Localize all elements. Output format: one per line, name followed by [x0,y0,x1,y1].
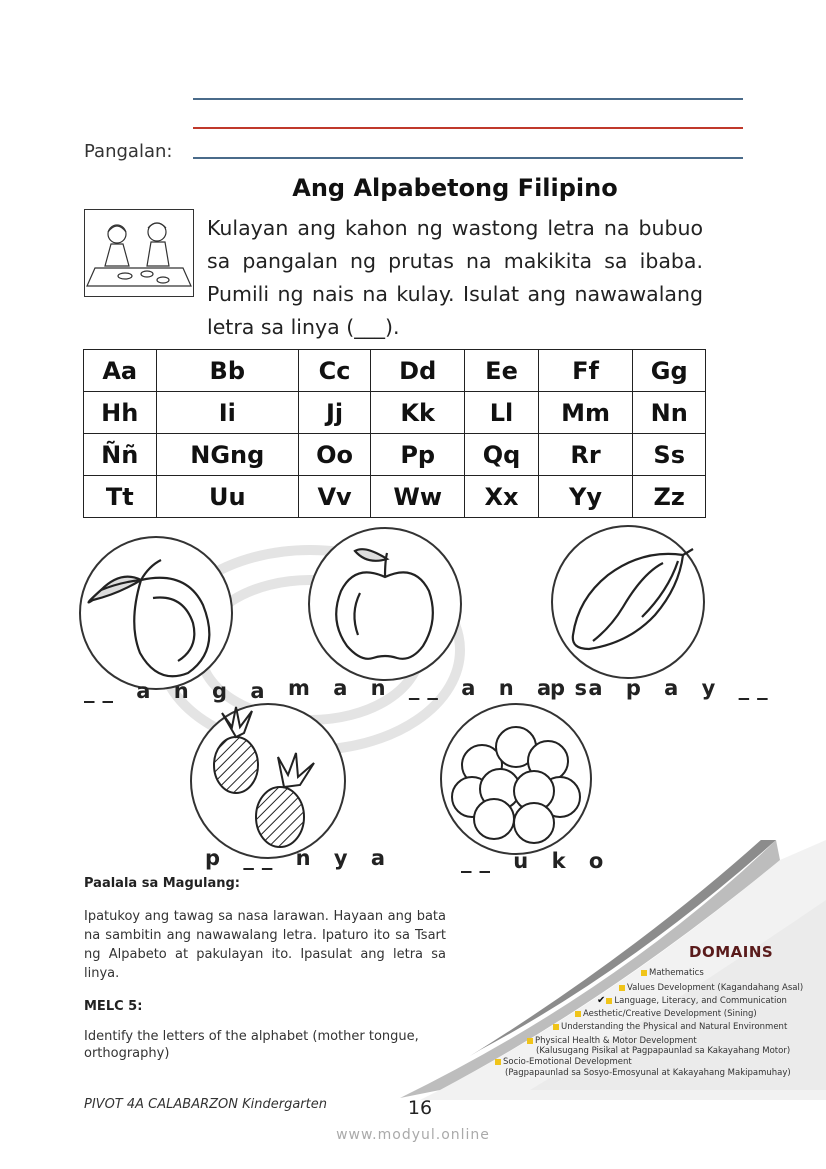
alphabet-row [84,476,706,518]
name-line-bottom [193,157,743,159]
letter-cell[interactable]: Jj [299,392,371,434]
papaya-icon [553,527,703,677]
paalala-title: Paalala sa Magulang: [84,876,240,891]
mango-icon [81,538,231,688]
guava-icon [442,705,590,853]
name-label: Pangalan: [84,141,173,162]
letter-cell[interactable]: Ff [538,350,633,392]
domains-title: DOMAINS [689,943,774,961]
alphabet-chart [83,349,706,518]
footer-text: PIVOT 4A CALABARZON Kindergarten [84,1097,327,1112]
melc-text: Identify the letters of the alphabet (mother tongue, orthography) [84,1029,419,1061]
guava-circle [440,703,592,855]
domain-item: ✔ Language, Literacy, and Communication [597,995,787,1006]
letter-cell[interactable]: Aa [84,350,157,392]
pineapple-icon [192,705,344,857]
alphabet-row [84,434,706,476]
melc-title: MELC 5: [84,999,143,1014]
letter-cell[interactable]: Xx [465,476,538,518]
letter-cell[interactable]: Gg [633,350,706,392]
alphabet-row [84,392,706,434]
letter-cell[interactable]: Kk [371,392,465,434]
letter-cell[interactable]: Ww [371,476,465,518]
letter-cell[interactable]: Pp [371,434,465,476]
letter-cell[interactable]: Hh [84,392,157,434]
paalala-text: Ipatukoy ang tawag sa nasa larawan. Hayaan ang bata na sambitin ang nawawalang letra. Ipaturo ito sa Tsart ng Alpabeto at pakulayan ito. Ipasulat ang letra sa linya. [84,909,446,981]
letter-cell[interactable]: Nn [633,392,706,434]
letter-cell[interactable]: Tt [84,476,157,518]
letter-cell[interactable]: Ee [465,350,538,392]
letter-cell[interactable]: Cc [299,350,371,392]
domain-item: Physical Health & Motor Development [527,1036,697,1046]
apple-word: m a n __ a n a s [288,676,595,700]
letter-cell[interactable]: Mm [538,392,633,434]
apple-icon [310,529,460,679]
letter-cell[interactable]: Ññ [84,434,157,476]
letter-cell[interactable]: Oo [299,434,371,476]
page-title: Ang Alpabetong Filipino [292,174,618,202]
letter-cell[interactable]: Uu [156,476,299,518]
pineapple-circle [190,703,346,859]
letter-cell[interactable]: Ll [465,392,538,434]
letter-cell[interactable]: Ss [633,434,706,476]
instructions-text: Kulayan ang kahon ng wastong letra na bubuo sa pangalan ng prutas na makikita sa ibaba. Pumili ng nais na kulay. Isulat ang nawawalang letra sa linya (___). [207,216,703,339]
guava-word: __ u k o [461,849,612,873]
letter-cell[interactable]: NGng [156,434,299,476]
letter-cell[interactable]: Yy [538,476,633,518]
letter-cell[interactable]: Bb [156,350,299,392]
name-line-middle [193,127,743,129]
papaya-circle [551,525,705,679]
check-icon: ✔ [597,995,606,1006]
domain-item: Values Development (Kagandahang Asal) [619,983,803,993]
apple-circle [308,527,462,681]
letter-cell[interactable]: Ii [156,392,299,434]
domain-item: Socio-Emotional Development [495,1057,632,1067]
children-drawing-icon [84,209,194,297]
site-watermark: www.modyul.online [336,1127,490,1143]
domain-item: Mathematics [641,968,704,978]
pineapple-word: p __ n y a [205,846,394,870]
papaya-word: p a p a y __ [550,676,776,700]
domain-item: (Kalusugang Pisikal at Pagpapaunlad sa Kakayahang Motor) [536,1046,791,1056]
domain-item: (Pagpapaunlad sa Sosyo-Emosyunal at Kakayahang Makipamuhay) [505,1068,791,1078]
name-line-top [193,98,743,100]
letter-cell[interactable]: Rr [538,434,633,476]
letter-cell[interactable]: Dd [371,350,465,392]
mango-circle [79,536,233,690]
letter-cell[interactable]: Vv [299,476,371,518]
mango-word: __ a n g a [84,679,273,703]
domain-item: Aesthetic/Creative Development (Sining) [575,1009,757,1019]
letter-cell[interactable]: Qq [465,434,538,476]
alphabet-row [84,350,706,392]
page-number: 16 [407,1097,433,1119]
domain-item: Understanding the Physical and Natural Environment [553,1022,787,1032]
letter-cell[interactable]: Zz [633,476,706,518]
